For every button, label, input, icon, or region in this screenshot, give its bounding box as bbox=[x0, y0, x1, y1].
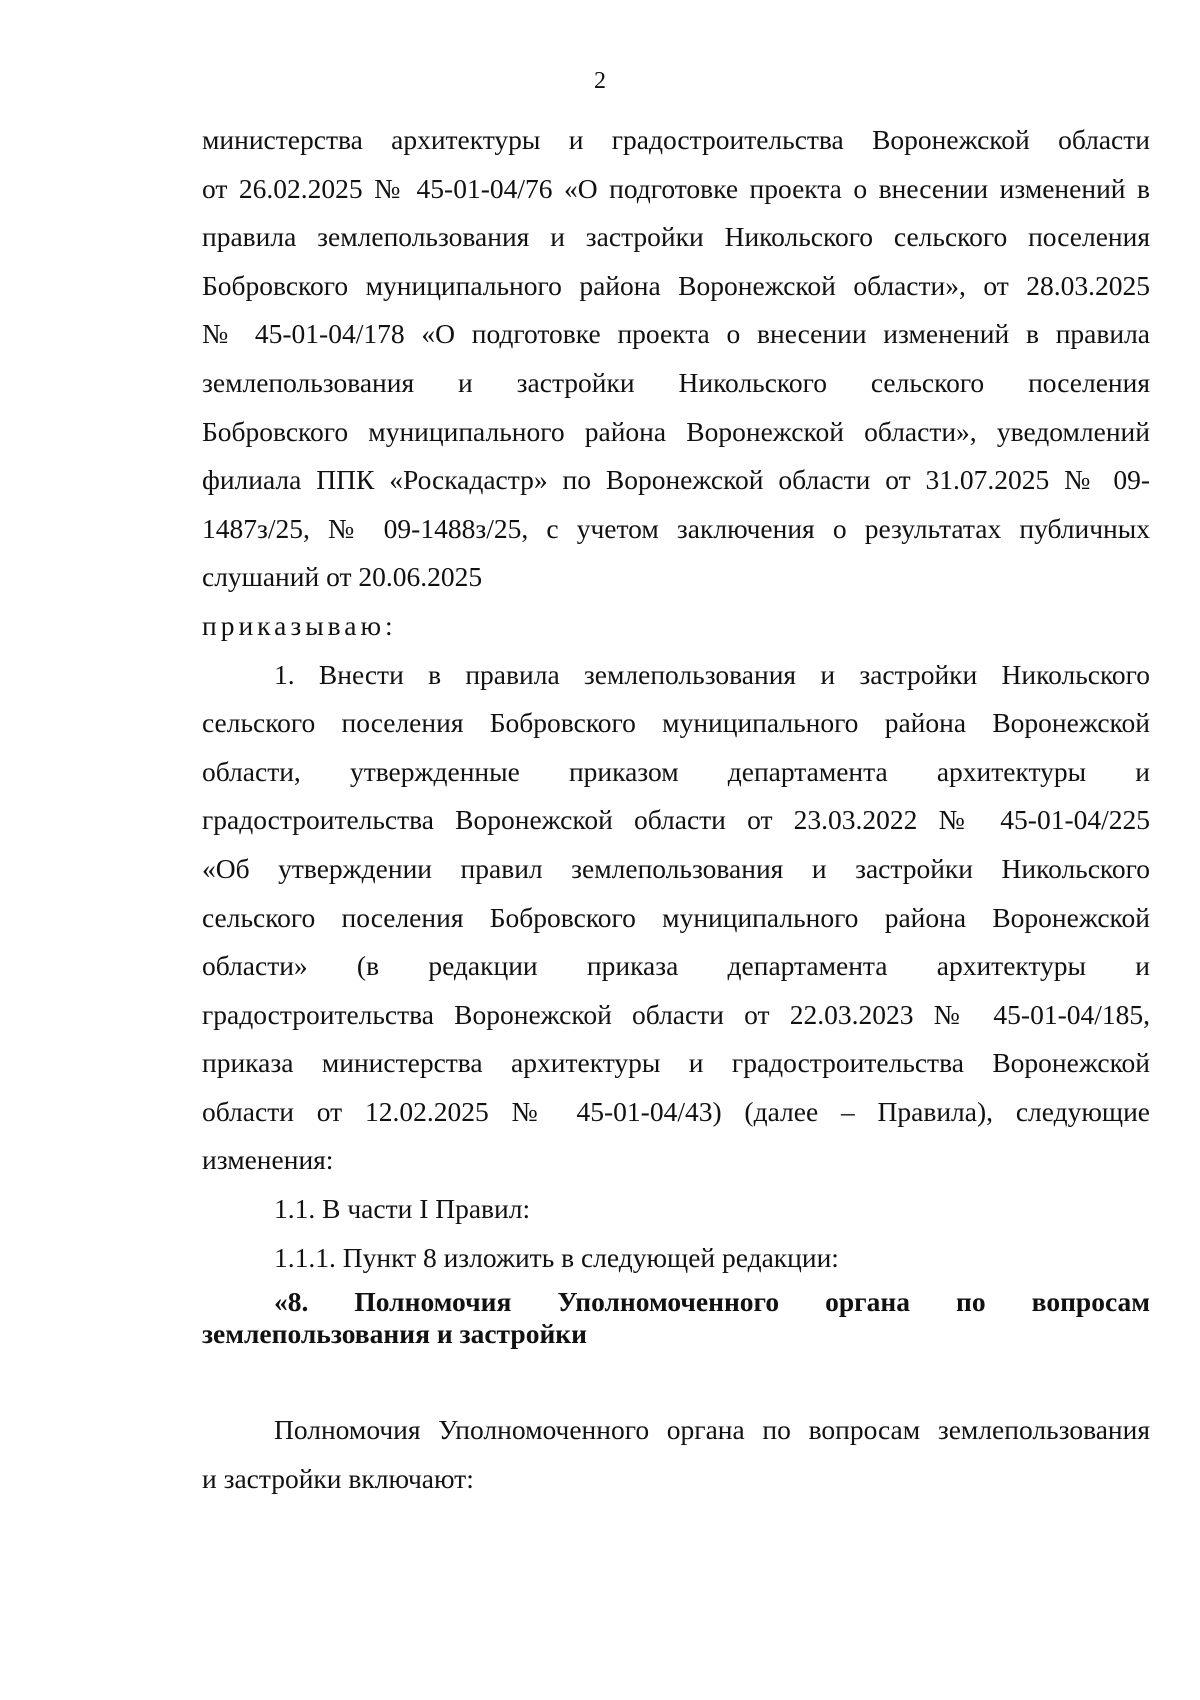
intro-line: правила землепользования и застройки Никольского сельского поселения bbox=[202, 221, 1150, 253]
item-1-line: области, утвержденные приказом департамента архитектуры и bbox=[202, 755, 1150, 787]
item-1-line: области» (в редакции приказа департамента архитектуры и bbox=[202, 950, 1150, 982]
intro-line: от 26.02.2025 № 45-01-04/76 «О подготовке проекта о внесении изменений в bbox=[202, 172, 1150, 204]
intro-line: 1487з/25, № 09-1488з/25, с учетом заключения о результатах публичных bbox=[202, 512, 1150, 544]
intro-line: землепользования и застройки Никольского сельского поселения bbox=[202, 366, 1150, 398]
section-heading bbox=[202, 1286, 1150, 1350]
item-1-line: градостроительства Воронежской области от 23.03.2022 № 45-01-04/225 bbox=[202, 804, 1150, 836]
spacer bbox=[202, 1350, 1150, 1406]
closing-line: Полномочия Уполномоченного органа по вопросам землепользования bbox=[274, 1414, 1150, 1446]
closing-line: и застройки включают: bbox=[202, 1462, 474, 1494]
intro-line: слушаний от 20.06.2025 bbox=[202, 561, 483, 593]
item-1-line: «Об утверждении правил землепользования и застройки Никольского bbox=[202, 852, 1150, 884]
item-1-line: области от 12.02.2025 № 45-01-04/43) (далее – Правила), следующие bbox=[202, 1095, 1150, 1127]
item-1-1: 1.1. В части I Правил: bbox=[274, 1193, 531, 1225]
closing-paragraph bbox=[202, 1406, 1150, 1503]
intro-line: Бобровского муниципального района Воронежской области», от 28.03.2025 bbox=[202, 269, 1150, 301]
intro-line: министерства архитектуры и градостроительства Воронежской области bbox=[202, 124, 1150, 155]
item-1-1-1: 1.1.1. Пункт 8 изложить в следующей редакции: bbox=[274, 1241, 839, 1273]
intro-line: № 45-01-04/178 «О подготовке проекта о внесении изменений в правила bbox=[202, 318, 1150, 350]
order-word: приказываю: bbox=[202, 609, 397, 641]
item-1-line: изменения: bbox=[202, 1144, 334, 1176]
item-1-line: сельского поселения Бобровского муниципального района Воронежской bbox=[202, 901, 1150, 933]
item-1-line: 1. Внести в правила землепользования и застройки Никольского bbox=[274, 658, 1150, 690]
intro-line: филиала ППК «Роскадастр» по Воронежской области от 31.07.2025 № 09- bbox=[202, 464, 1150, 496]
intro-paragraph bbox=[202, 116, 1150, 602]
item-1-line: приказа министерства архитектуры и градостроительства Воронежской bbox=[202, 1047, 1150, 1079]
section-heading-line: «8. Полномочия Уполномоченного органа по вопросам bbox=[274, 1286, 1150, 1318]
document-body bbox=[202, 116, 1150, 1503]
intro-line: Бобровского муниципального района Воронежской области», уведомлений bbox=[202, 415, 1150, 447]
section-heading-line: землепользования и застройки bbox=[202, 1318, 587, 1350]
item-1-line: сельского поселения Бобровского муниципального района Воронежской bbox=[202, 707, 1150, 739]
item-1-line: градостроительства Воронежской области от 22.03.2023 № 45-01-04/185, bbox=[202, 998, 1150, 1030]
item-1-paragraph bbox=[202, 651, 1150, 1186]
page-number: 2 bbox=[594, 68, 606, 94]
